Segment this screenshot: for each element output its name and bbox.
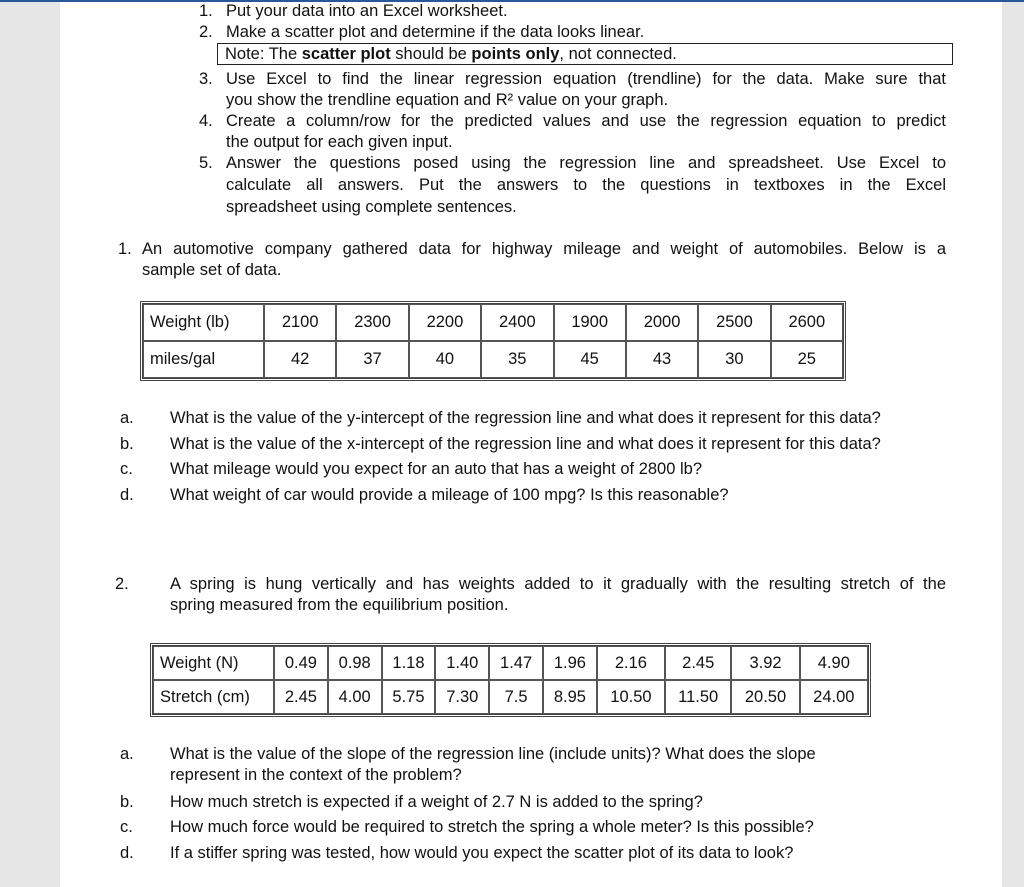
note-suffix: , not connected. — [559, 45, 677, 63]
weight-stretch-table — [150, 643, 871, 717]
table-header-cell: miles/gal — [143, 341, 264, 378]
question-text: What weight of car would provide a mileage of 100 mpg? Is this reasonable? — [170, 486, 729, 504]
problem-text: A spring is hung vertically and has weights added to it gradually with the resulting stretch of the — [170, 575, 946, 593]
step-text: Create a column/row for the predicted values and use the regression equation to predict — [226, 112, 946, 130]
problem-number: 2. — [115, 575, 129, 593]
table-header-cell: Weight (lb) — [143, 304, 264, 341]
question-letter: d. — [120, 486, 134, 504]
note-mid: should be — [390, 45, 472, 63]
table-cell: 7.30 — [435, 680, 489, 714]
question-text: What is the value of the slope of the regression line (include units)? What does the slope — [170, 745, 816, 763]
table-header-cell: Stretch (cm) — [153, 680, 274, 714]
question-letter: c. — [120, 460, 133, 478]
table-cell: 1.18 — [382, 646, 436, 680]
table-cell: 40 — [409, 341, 481, 378]
question-text: How much force would be required to stretch the spring a whole meter? Is this possible? — [170, 818, 814, 836]
step-number: 1. — [199, 2, 213, 20]
table-cell: 3.92 — [731, 646, 799, 680]
table-cell: 2000 — [626, 304, 698, 341]
table-header-cell: Weight (N) — [153, 646, 274, 680]
table-cell: 7.5 — [489, 680, 543, 714]
table-cell: 20.50 — [731, 680, 799, 714]
table-cell: 25 — [771, 341, 843, 378]
table-cell: 11.50 — [665, 680, 731, 714]
table-cell: 1900 — [554, 304, 626, 341]
table-cell: 2.45 — [274, 680, 328, 714]
step-number: 4. — [199, 112, 213, 130]
table-cell: 2200 — [409, 304, 481, 341]
table-cell: 45 — [554, 341, 626, 378]
table-cell: 2400 — [481, 304, 553, 341]
step-text: Use Excel to find the linear regression equation (trendline) for the data. Make sure that — [226, 70, 946, 88]
note-bold-points-only: points only — [471, 45, 560, 63]
table-row — [153, 646, 868, 680]
table-cell: 35 — [481, 341, 553, 378]
step-text: Answer the questions posed using the regression line and spreadsheet. Use Excel to — [226, 154, 946, 172]
problem-text: spring measured from the equilibrium position. — [170, 596, 509, 614]
step-text: Make a scatter plot and determine if the data looks linear. — [226, 23, 645, 41]
question-text: represent in the context of the problem? — [170, 766, 462, 784]
table-cell: 30 — [698, 341, 770, 378]
table-cell: 2100 — [264, 304, 336, 341]
question-letter: a. — [120, 745, 134, 763]
question-text: How much stretch is expected if a weight of 2.7 N is added to the spring? — [170, 793, 703, 811]
table-cell: 43 — [626, 341, 698, 378]
table-cell: 1.96 — [543, 646, 597, 680]
scatter-plot-note — [217, 43, 953, 65]
table-row — [153, 680, 868, 714]
table-cell: 2300 — [336, 304, 408, 341]
problem-text: An automotive company gathered data for highway mileage and weight of automobiles. Below is a — [142, 240, 946, 258]
question-letter: c. — [120, 818, 133, 836]
note-prefix: Note: The — [225, 45, 302, 63]
step-text: spreadsheet using complete sentences. — [226, 198, 517, 216]
table-cell: 2500 — [698, 304, 770, 341]
table-cell: 4.90 — [800, 646, 868, 680]
question-text: What is the value of the y-intercept of the regression line and what does it represent for this data? — [170, 409, 881, 427]
step-text: Put your data into an Excel worksheet. — [226, 2, 508, 20]
table-cell: 0.98 — [328, 646, 382, 680]
question-letter: b. — [120, 793, 134, 811]
step-text: calculate all answers. Put the answers to the questions in textboxes in the Excel — [226, 176, 946, 194]
table-cell: 8.95 — [543, 680, 597, 714]
question-text: What is the value of the x-intercept of the regression line and what does it represent for this data? — [170, 435, 881, 453]
table-cell: 10.50 — [597, 680, 665, 714]
step-number: 2. — [199, 23, 213, 41]
question-text: What mileage would you expect for an auto that has a weight of 2800 lb? — [170, 460, 703, 478]
step-text: you show the trendline equation and R² value on your graph. — [226, 91, 669, 109]
problem-number: 1. — [118, 240, 132, 258]
document-page — [60, 2, 1002, 887]
weight-mileage-table — [140, 301, 846, 381]
table-cell: 4.00 — [328, 680, 382, 714]
table-cell: 24.00 — [800, 680, 868, 714]
step-number: 3. — [199, 70, 213, 88]
table-cell: 1.47 — [489, 646, 543, 680]
table-row — [143, 341, 843, 378]
note-bold-scatter-plot: scatter plot — [301, 45, 391, 63]
step-number: 5. — [199, 154, 213, 172]
table-cell: 5.75 — [382, 680, 436, 714]
question-letter: d. — [120, 844, 134, 862]
problem-text: sample set of data. — [142, 261, 282, 279]
table-cell: 42 — [264, 341, 336, 378]
table-row — [143, 304, 843, 341]
table-cell: 1.40 — [435, 646, 489, 680]
table-cell: 2.16 — [597, 646, 665, 680]
question-text: If a stiffer spring was tested, how would you expect the scatter plot of its data to look? — [170, 844, 794, 862]
table-cell: 0.49 — [274, 646, 328, 680]
table-cell: 37 — [336, 341, 408, 378]
table-cell: 2.45 — [665, 646, 731, 680]
step-text: the output for each given input. — [226, 133, 453, 151]
question-letter: a. — [120, 409, 134, 427]
question-letter: b. — [120, 435, 134, 453]
table-cell: 2600 — [771, 304, 843, 341]
